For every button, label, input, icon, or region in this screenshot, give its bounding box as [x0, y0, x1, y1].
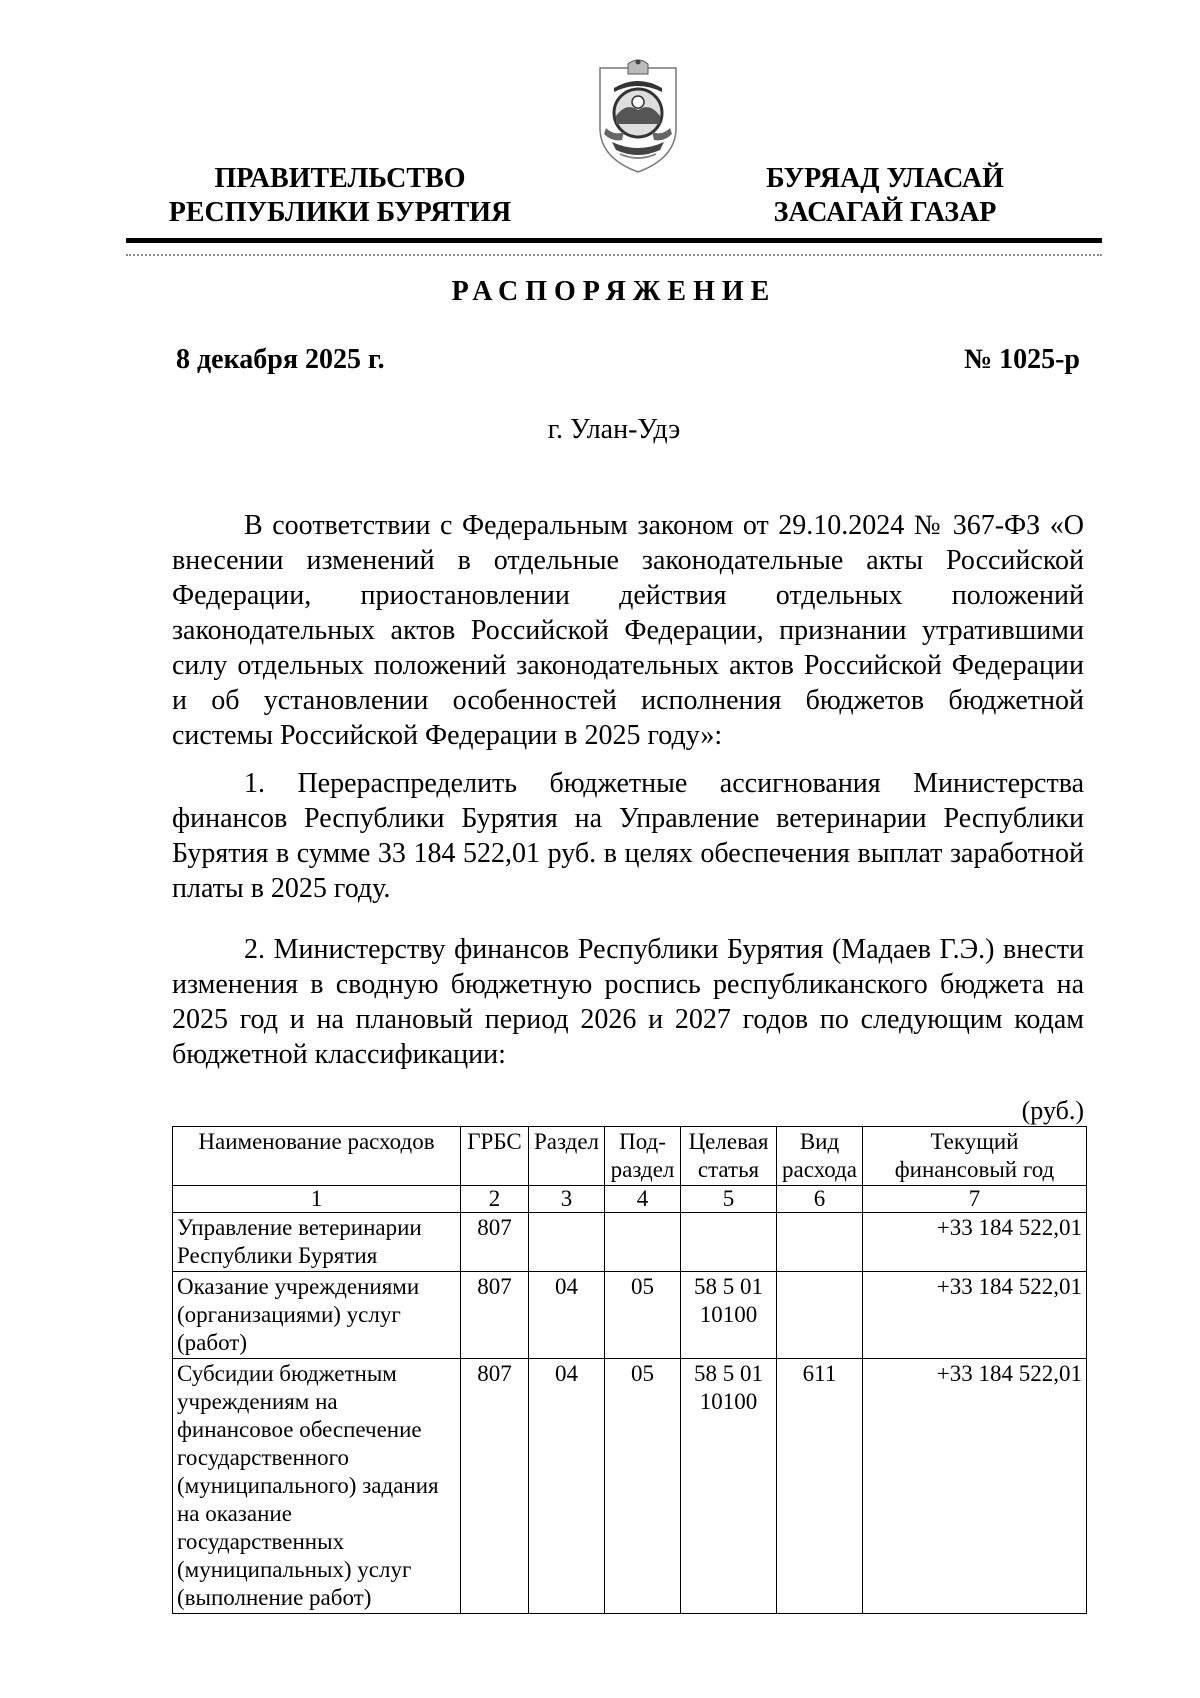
header-name: Наименование расходов — [173, 1127, 461, 1186]
cell-name: Субсидии бюджетным учреждениям на финансовое обеспечение государственного (муниципального) задания на оказание государственных (муниципальных) услуг (выполнение работ) — [173, 1359, 461, 1614]
cell-expense-type — [777, 1272, 863, 1359]
org-right-line2: ЗАСАГАЙ ГАЗАР — [773, 197, 997, 228]
header-divider-dotted — [126, 254, 1102, 256]
cell-grbs: 807 — [461, 1272, 529, 1359]
header-current-year: Текущий финансовый год — [863, 1127, 1087, 1186]
document-number: № 1025-р — [963, 344, 1080, 375]
header-divider-thick — [126, 238, 1102, 243]
organization-name-russian — [150, 162, 530, 230]
org-left-line1: ПРАВИТЕЛЬСТВО — [214, 163, 466, 194]
cell-amount: +33 184 522,01 — [863, 1213, 1087, 1272]
budget-classification-table — [172, 1126, 1087, 1614]
cell-name: Оказание учреждениями (организациями) услуг (работ) — [173, 1272, 461, 1359]
column-number: 7 — [863, 1186, 1087, 1213]
column-number: 2 — [461, 1186, 529, 1213]
column-number: 3 — [529, 1186, 605, 1213]
table-row — [173, 1272, 1087, 1359]
document-type-title: РАСПОРЯЖЕНИЕ — [451, 276, 777, 307]
document-city: г. Улан-Удэ — [547, 414, 681, 445]
org-right-line1: БУРЯАД УЛАСАЙ — [766, 163, 1004, 194]
cell-expense-type — [777, 1213, 863, 1272]
table-row — [173, 1213, 1087, 1272]
cell-subsection: 05 — [605, 1359, 681, 1614]
column-number: 1 — [173, 1186, 461, 1213]
cell-target-article: 58 5 01 10100 — [681, 1272, 777, 1359]
organization-name-buryat — [720, 162, 1050, 230]
paragraph-item-1: 1. Перераспределить бюджетные ассигнования Министерства финансов Республики Бурятия на Управление ветеринарии Республики Бурятия в сумме 33 184 522,01 руб. в целях обеспечения выплат заработной платы в 2025 году. — [172, 768, 1084, 904]
column-number: 4 — [605, 1186, 681, 1213]
cell-subsection — [605, 1213, 681, 1272]
table-row — [173, 1359, 1087, 1614]
header-subsection: Под-раздел — [605, 1127, 681, 1186]
cell-target-article — [681, 1213, 777, 1272]
cell-name: Управление ветеринарии Республики Бурятия — [173, 1213, 461, 1272]
cell-amount: +33 184 522,01 — [863, 1359, 1087, 1614]
header-grbs: ГРБС — [461, 1127, 529, 1186]
column-number: 5 — [681, 1186, 777, 1213]
cell-section: 04 — [529, 1272, 605, 1359]
cell-section — [529, 1213, 605, 1272]
cell-subsection: 05 — [605, 1272, 681, 1359]
cell-grbs: 807 — [461, 1359, 529, 1614]
paragraph-item-2: 2. Министерству финансов Республики Бурятия (Мадаев Г.Э.) внести изменения в сводную бюджетную роспись республиканского бюджета на 2025 год и на плановый период 2026 и 2027 годов по следующим кодам бюджетной классификации: — [172, 934, 1084, 1070]
header-expense-type: Вид расхода — [777, 1127, 863, 1186]
org-left-line2: РЕСПУБЛИКИ БУРЯТИЯ — [168, 197, 512, 228]
table-unit-label: (руб.) — [1021, 1096, 1084, 1125]
column-number: 6 — [777, 1186, 863, 1213]
coat-of-arms-emblem — [594, 58, 682, 176]
cell-amount: +33 184 522,01 — [863, 1272, 1087, 1359]
cell-target-article: 58 5 01 10100 — [681, 1359, 777, 1614]
table-header-row — [173, 1127, 1087, 1186]
header-section: Раздел — [529, 1127, 605, 1186]
header-target-article: Целевая статья — [681, 1127, 777, 1186]
paragraph-intro: В соответствии с Федеральным законом от 29.10.2024 № 367-ФЗ «О внесении изменений в отдельные законодательные акты Российской Федерации, приостановлении действия отдельных положений законодательных актов Российской Федерации, признании утратившими силу отдельных положений законодательных актов Российской Федерации и об установлении особенностей исполнения бюджетов бюджетной системы Российской Федерации в 2025 году»: — [172, 510, 1084, 751]
document-date: 8 декабря 2025 г. — [176, 344, 385, 375]
cell-expense-type: 611 — [777, 1359, 863, 1614]
table-column-number-row — [173, 1186, 1087, 1213]
cell-grbs: 807 — [461, 1213, 529, 1272]
cell-section: 04 — [529, 1359, 605, 1614]
